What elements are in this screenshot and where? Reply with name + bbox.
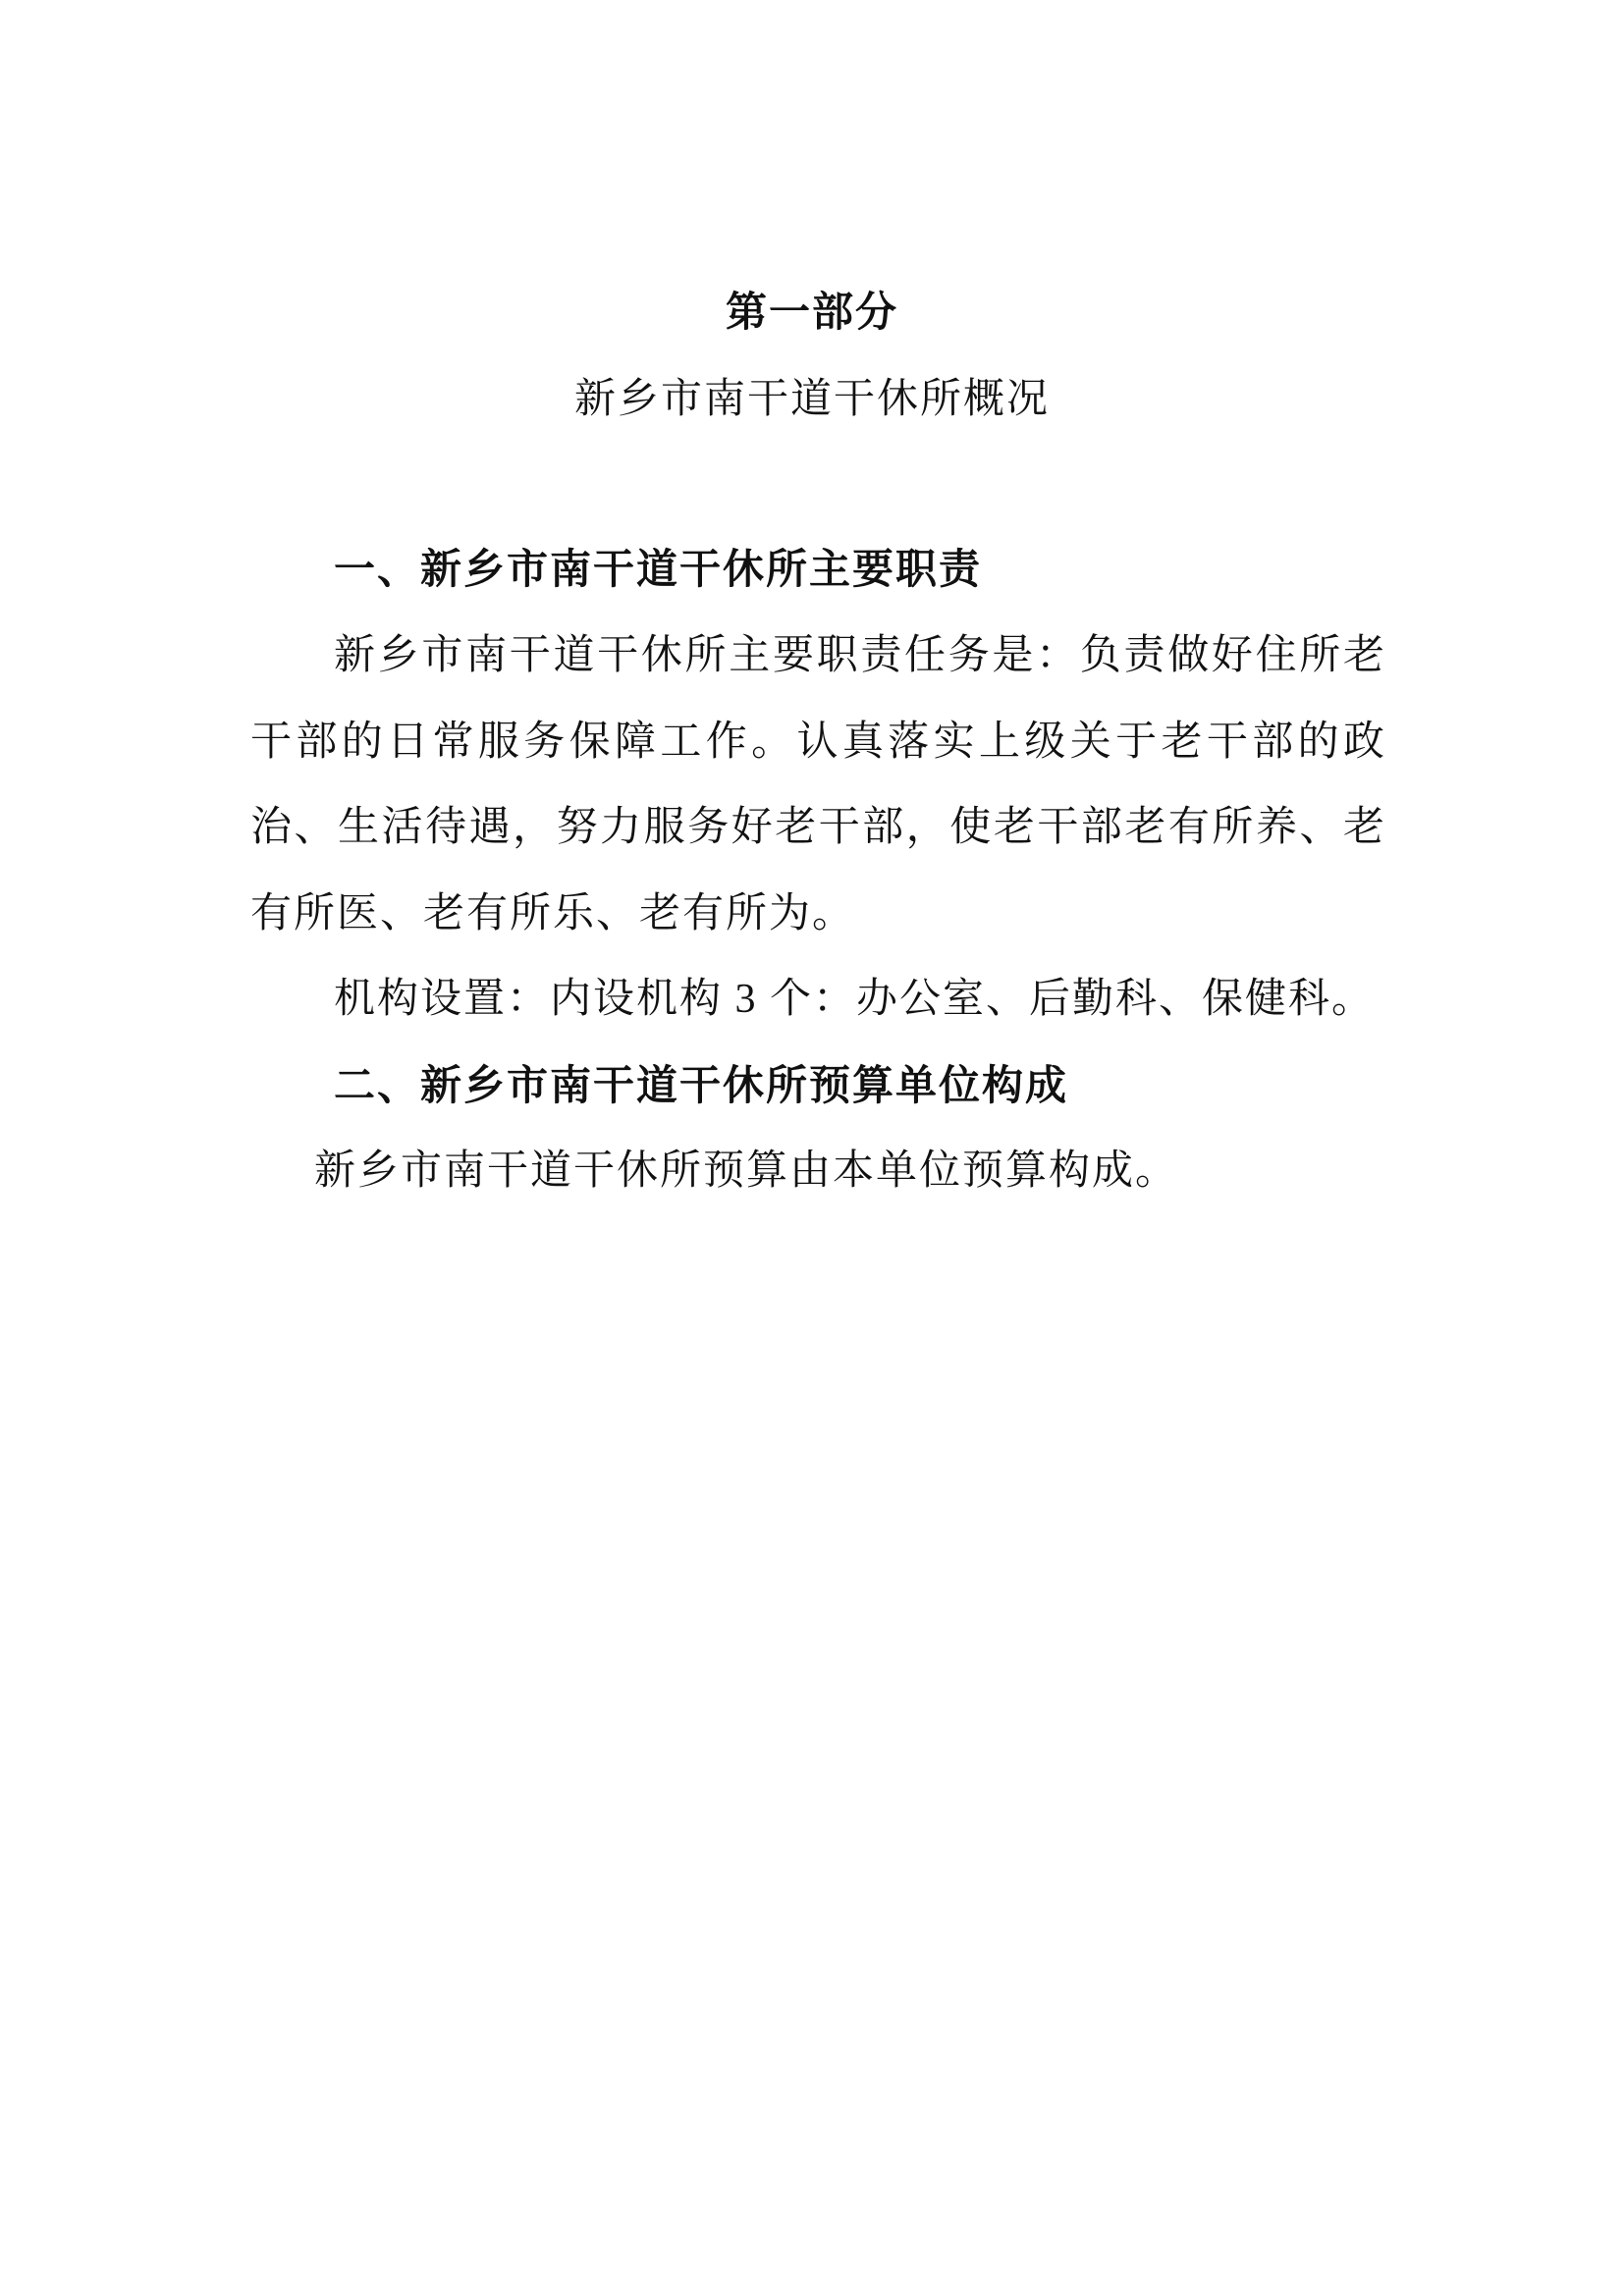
- section-heading-budget-units: 二、新乡市南干道干休所预算单位构成: [334, 1062, 1069, 1108]
- org-setup-paragraph: 机构设置：内设机构 3 个：办公室、后勤科、保健科。: [334, 977, 1376, 1022]
- section-heading-duties: 一、新乡市南干道干休所主要职责: [334, 546, 983, 592]
- paragraph-line: 治、生活待遇，努力服务好老干部，使老干部老有所养、老: [250, 805, 1384, 850]
- budget-units-paragraph: 新乡市南干道干休所预算由本单位预算构成。: [314, 1148, 1179, 1194]
- part-title: 第一部分: [725, 289, 898, 335]
- paragraph-line: 干部的日常服务保障工作。认真落实上级关于老干部的政: [250, 720, 1384, 765]
- part-subtitle: 新乡市南干道干休所概况: [573, 375, 1050, 421]
- paragraph-line: 新乡市南干道干休所主要职责任务是：负责做好住所老: [334, 633, 1384, 678]
- paragraph-line: 有所医、老有所乐、老有所为。: [250, 891, 856, 936]
